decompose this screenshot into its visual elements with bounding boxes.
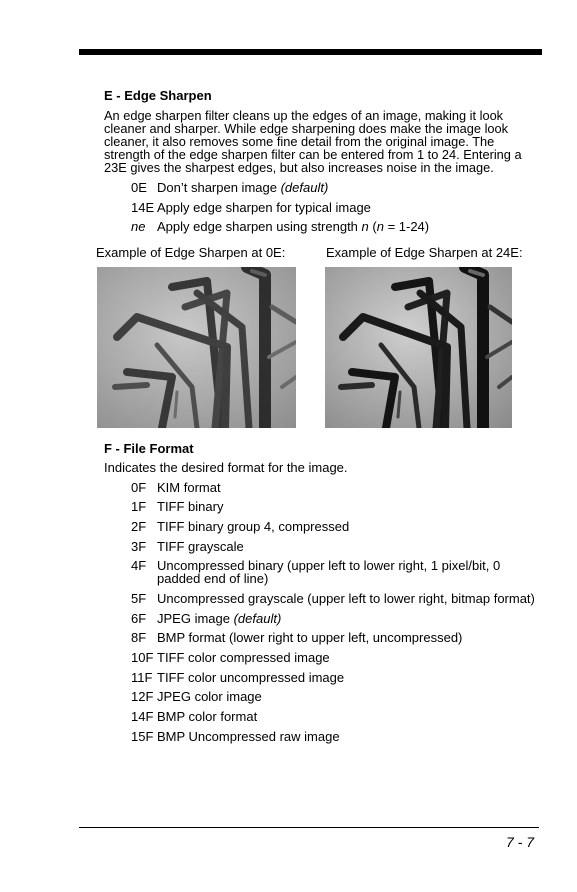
example-caption-left: Example of Edge Sharpen at 0E:	[96, 245, 286, 260]
option-code: 14F	[131, 709, 154, 724]
option-code: 4F	[131, 558, 147, 573]
example-caption-right: Example of Edge Sharpen at 24E:	[326, 245, 523, 260]
option-code: 5F	[131, 591, 147, 606]
option-desc: TIFF binary group 4, compressed	[157, 519, 350, 534]
option-desc: TIFF color uncompressed image	[157, 670, 345, 685]
option-code: 12F	[131, 689, 154, 704]
option-desc: Apply edge sharpen for typical image	[157, 200, 371, 215]
option-code: ne	[131, 219, 146, 234]
example-image-0e	[97, 267, 296, 428]
option-code: 14E	[131, 200, 155, 215]
option-desc-cont: padded end of line)	[157, 571, 269, 586]
option-code: 1F	[131, 499, 147, 514]
bottom-rule	[79, 827, 539, 828]
option-desc: BMP Uncompressed raw image	[157, 729, 340, 744]
section-e-paragraph: An edge sharpen filter cleans up the edges of an image, making it look cleaner and sharper. While edge sharpening does make the image look cleaner, it also removes some fine detail from the original image. The strength of the edge sharpen filter can be entered from 1 to 24. Entering a 23E gives the sharpest edges, but also increases noise in the image.	[104, 108, 522, 175]
option-code: 8F	[131, 630, 147, 645]
option-desc: Apply edge sharpen using strength n (n = 1-24)	[157, 219, 430, 234]
option-desc: TIFF grayscale	[157, 539, 244, 554]
option-desc: KIM format	[157, 480, 221, 495]
option-desc: BMP color format	[157, 709, 258, 724]
page-number: 7 - 7	[506, 834, 535, 850]
option-code: 0E	[131, 180, 147, 195]
top-rule	[79, 49, 542, 55]
option-code: 15F	[131, 729, 154, 744]
option-desc: Uncompressed binary (upper left to lower right, 1 pixel/bit, 0	[157, 558, 501, 573]
example-image-24e	[325, 267, 512, 428]
option-desc: JPEG image (default)	[157, 611, 282, 626]
option-desc: BMP format (lower right to upper left, uncompressed)	[157, 630, 463, 645]
option-desc: JPEG color image	[157, 689, 262, 704]
option-code: 10F	[131, 650, 154, 665]
option-desc: TIFF color compressed image	[157, 650, 330, 665]
section-e-title: E - Edge Sharpen	[104, 88, 212, 103]
option-code: 3F	[131, 539, 147, 554]
section-f-intro: Indicates the desired format for the image.	[104, 460, 348, 475]
option-code: 2F	[131, 519, 147, 534]
option-desc: TIFF binary	[157, 499, 224, 514]
option-code: 11F	[131, 670, 153, 685]
option-desc: Uncompressed grayscale (upper left to lower right, bitmap format)	[157, 591, 535, 606]
option-desc: Don’t sharpen image (default)	[157, 180, 329, 195]
option-code: 0F	[131, 480, 147, 495]
option-code: 6F	[131, 611, 147, 626]
section-f-title: F - File Format	[104, 441, 194, 456]
